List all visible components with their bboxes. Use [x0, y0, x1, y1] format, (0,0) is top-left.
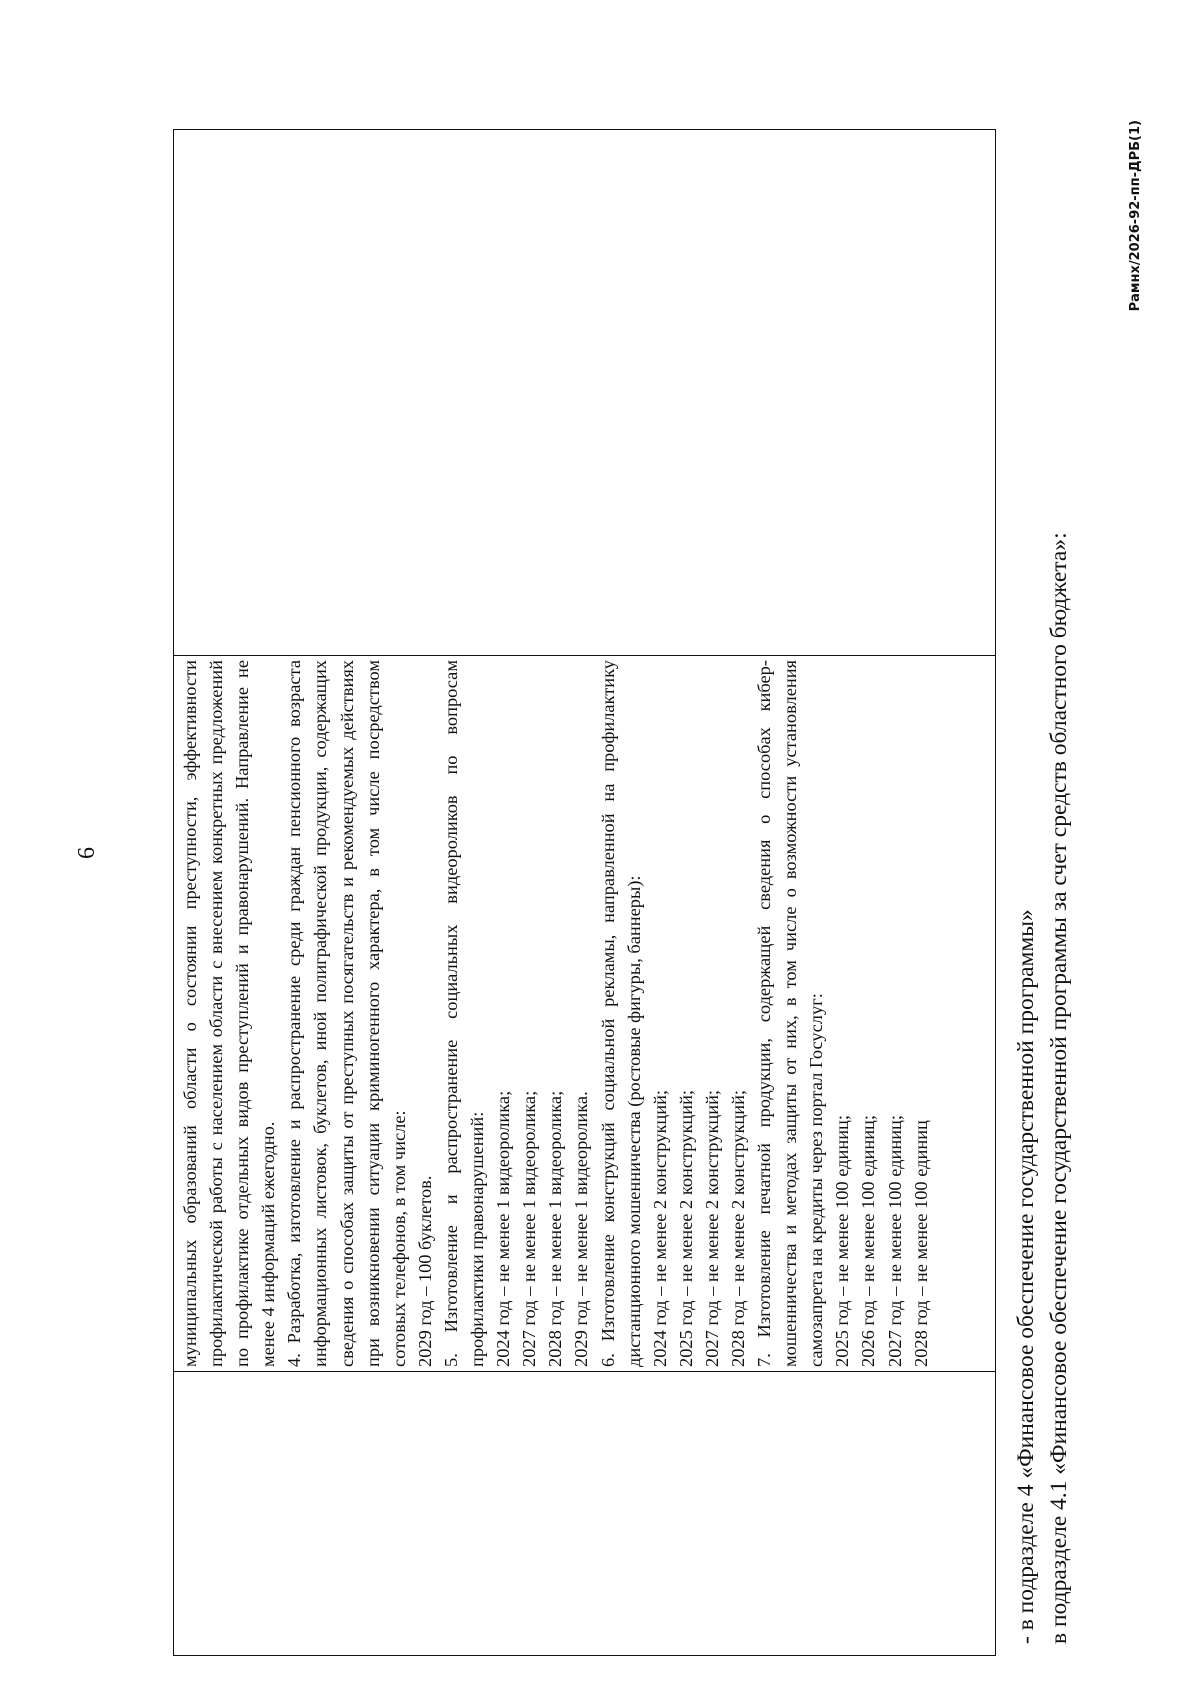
paragraph: 2028 год – не менее 2 конструкций;: [727, 1089, 748, 1367]
page-number: 6: [74, 847, 100, 859]
paragraph: 7. Изготовление печатной продукции, содержащей сведения о способах кибер-мошенничества и методах защиты от них, в том числе о возможности установления самозапрета на кредиты через портал Госуслуг:: [754, 660, 827, 1367]
paragraph: 2025 год – не менее 100 единиц;: [832, 1115, 853, 1367]
paragraph: 2026 год – не менее 100 единиц;: [858, 1115, 879, 1367]
paragraph: 2028 год – не менее 100 единиц: [910, 1120, 931, 1367]
paragraph: 6. Изготовление конструкций социальной рекламы, направленной на профилактику дистанционного мошенничества (ростовые фигуры, баннеры):: [597, 660, 644, 1367]
paragraph: 2027 год – не менее 2 конструкций;: [701, 1089, 722, 1367]
table-cell-left: [174, 1372, 996, 1656]
paragraph: 2028 год – не менее 1 видеоролика;: [545, 1090, 566, 1367]
paragraph: 2027 год – не менее 1 видеоролика;: [519, 1090, 540, 1367]
amendment-line-2: в подразделе 4.1 «Финансовое обеспечение государственной программы за счет средств областного бюджета»:: [1046, 532, 1072, 1644]
paragraph: 2029 год – 100 буклетов.: [414, 1175, 435, 1367]
amendment-text: [1010, 532, 1076, 1644]
paragraph: 5. Изготовление и распространение социальных видеороликов по вопросам профилактики правонарушений:: [440, 660, 488, 1367]
document-code: Рамнх/2026-92-пп-ДРБ(1): [1128, 120, 1143, 312]
amendment-line-1: - в подразделе 4 «Финансовое обеспечение государственной программы»: [1013, 909, 1039, 1644]
program-table: [173, 129, 996, 1656]
paragraph: 2025 год – не менее 2 конструкций;: [675, 1089, 696, 1367]
table-row: [174, 130, 996, 1656]
paragraph: муниципальных образований области о состоянии преступности, эффективности профилактической работы с населением области с внесением конкретных предложений по профилактике отдельных видов преступлений и правонарушений. Направление не менее 4 информаций ежегодно.: [180, 660, 279, 1367]
paragraph: 2024 год – не менее 2 конструкций;: [649, 1089, 670, 1367]
table-cell-right: [174, 130, 996, 656]
paragraph: 4. Разработка, изготовление и распространение среди граждан пенсионного возраста информационных листовок, буклетов, иной полиграфической продукции, содержащих сведения о способах защиты от преступных посягательств и рекомендуемых действиях при возникновении ситуации криминогенного характера, в том числе посредством сотовых телефонов, в том числе:: [284, 660, 409, 1367]
paragraph: 2024 год – не менее 1 видеоролика;: [493, 1090, 514, 1367]
measures-text: [174, 656, 934, 1371]
paragraph: 2029 год – не менее 1 видеоролика.: [571, 1091, 592, 1367]
paragraph: 2027 год – не менее 100 единиц;: [884, 1115, 905, 1367]
table-cell-content: [174, 656, 996, 1372]
